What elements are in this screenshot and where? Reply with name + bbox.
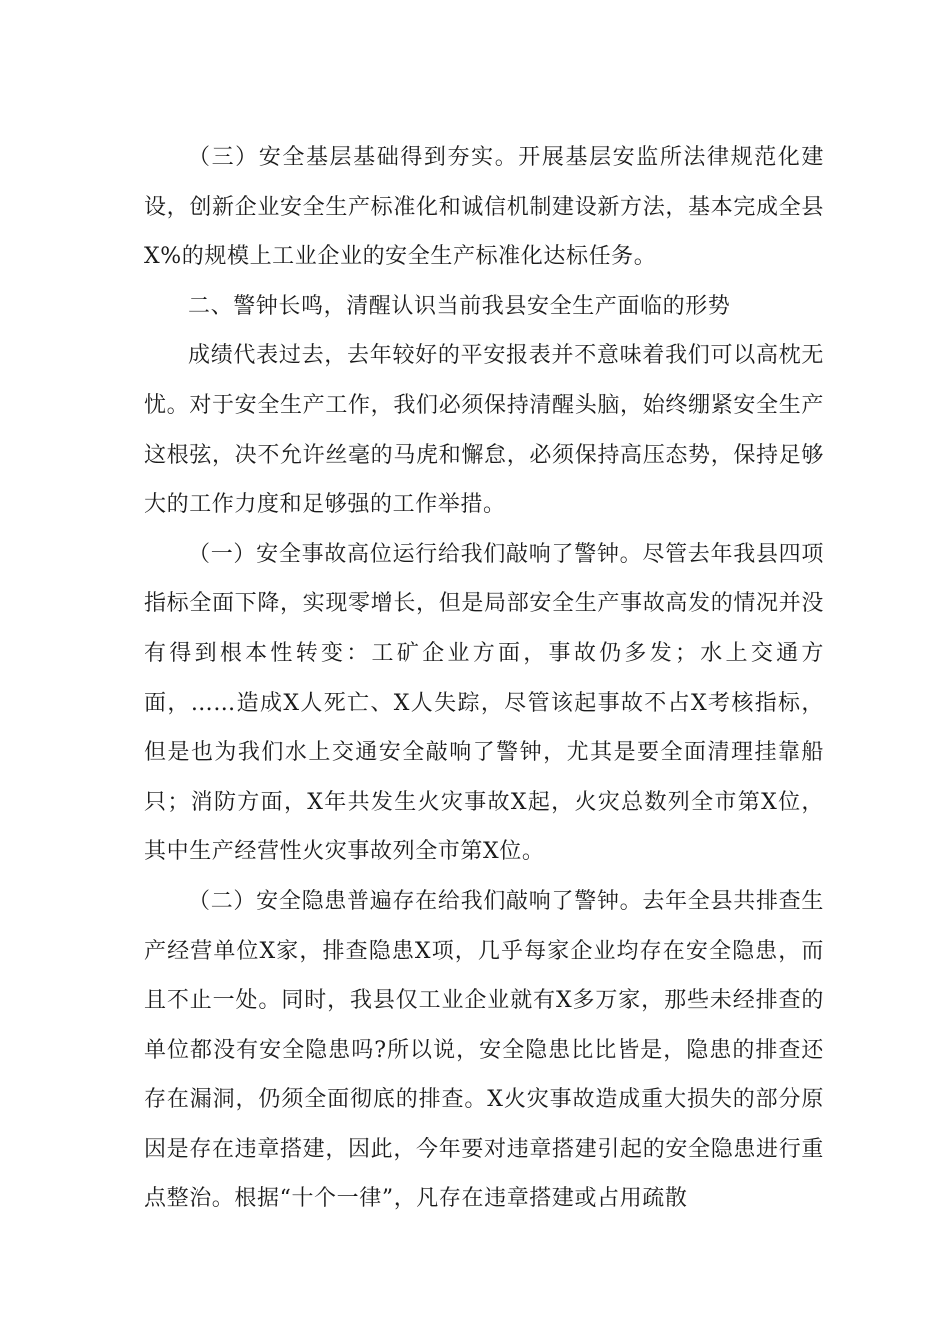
paragraph-subsection-1-accidents: （一）安全事故高位运行给我们敲响了警钟。尽管去年我县四项指标全面下降，实现零增长，但是局部安全生产事故高发的情况并没有得到根本性转变：工矿企业方面，事故仍多发；水上交通方面，……造成X人死亡、X人失踪，尽管该起事故不占X考核指标，但是也为我们水上交通安全敲响了警钟，尤其是要全面清理挂靠船只；消防方面，X年共发生火灾事故X起，火灾总数列全市第X位，其中生产经营性火灾事故列全市第X位。 xyxy=(144,541,824,865)
paragraph-intro-situation: 成绩代表过去，去年较好的平安报表并不意味着我们可以高枕无忧。对于安全生产工作，我们必须保持清醒头脑，始终绷紧安全生产这根弦，决不允许丝毫的马虎和懈怠，必须保持高压态势，保持足够大的工作力度和足够强的工作举措。 xyxy=(144,343,824,518)
document-body xyxy=(144,133,824,1224)
paragraph-subsection-2-hazards: （二）安全隐患普遍存在给我们敲响了警钟。去年全县共排查生产经营单位X家，排查隐患X项，几乎每家企业均存在安全隐患，而且不止一处。同时，我县仅工业企业就有X多万家，那些未经排查的单位都没有安全隐患吗?所以说，安全隐患比比皆是，隐患的排查还存在漏洞，仍须全面彻底的排查。X火灾事故造成重大损失的部分原因是存在违章搭建，因此，今年要对违章搭建引起的安全隐患进行重点整治。根据“十个一律”，凡存在违章搭建或占用疏散 xyxy=(144,888,824,1212)
paragraph-section-3-foundation: （三）安全基层基础得到夯实。开展基层安监所法律规范化建设，创新企业安全生产标准化和诚信机制建设新方法，基本完成全县X%的规模上工业企业的安全生产标准化达标任务。 xyxy=(144,145,824,270)
section-heading-2: 二、警钟长鸣，清醒认识当前我县安全生产面临的形势 xyxy=(188,293,731,319)
